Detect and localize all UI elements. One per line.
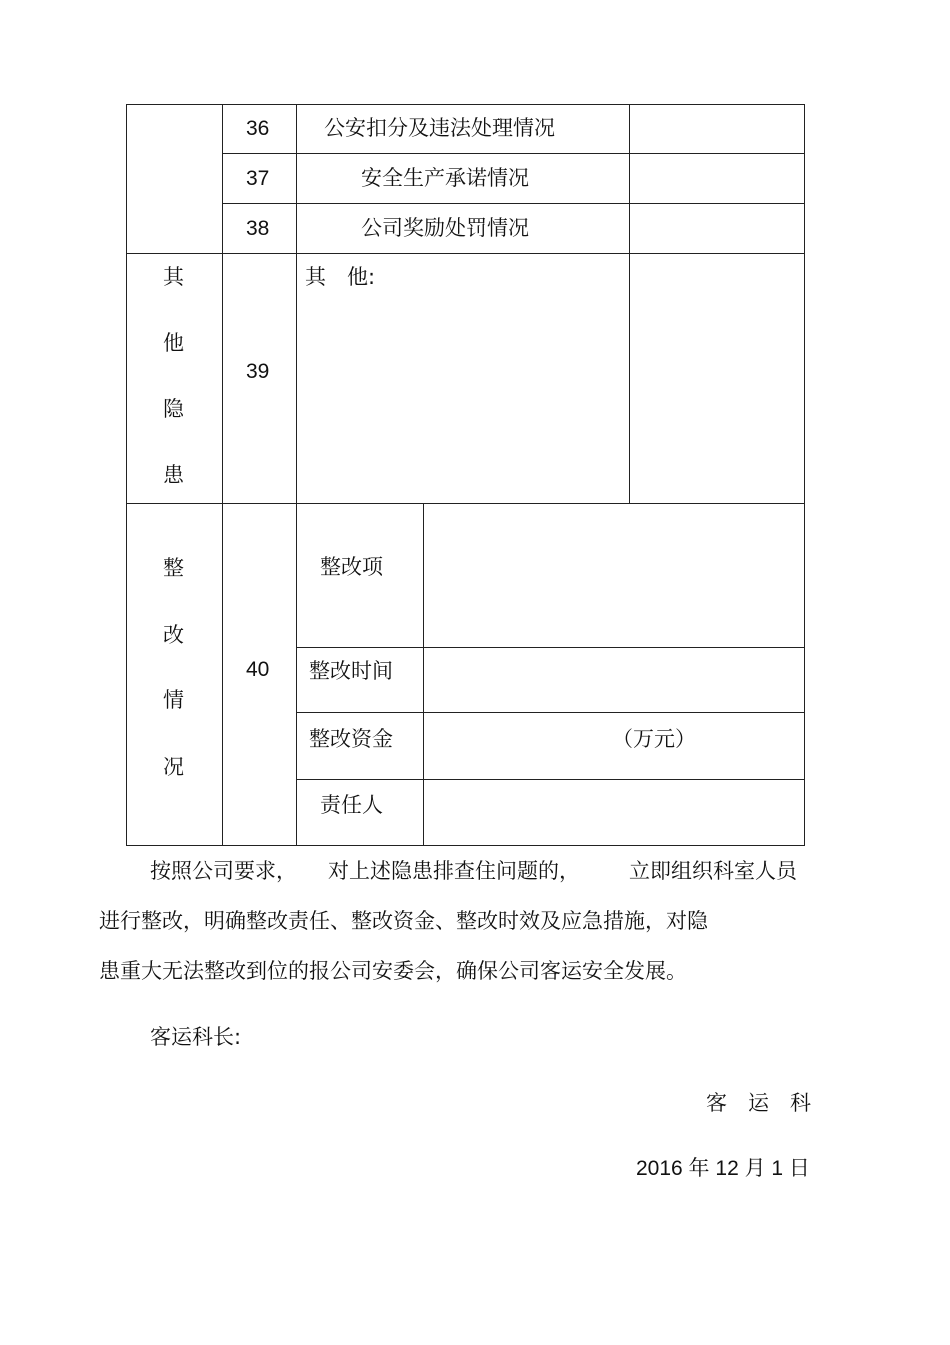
- category-char: 患: [163, 463, 184, 487]
- paragraph-text: 立即组织科室人员: [629, 859, 797, 883]
- paragraph-text: 对上述隐患排查住问题的，: [328, 859, 580, 883]
- department-name: 客 运 科: [706, 1091, 811, 1115]
- table-col-divider: [222, 104, 223, 846]
- row-number: 37: [246, 167, 270, 190]
- row-number: 40: [246, 658, 270, 681]
- table-border-top: [126, 104, 805, 105]
- table-row-divider: [296, 647, 805, 648]
- rectify-item-label: 责任人: [320, 793, 383, 817]
- row-item-label: 安全生产承诺情况: [361, 166, 529, 190]
- category-char: 改: [163, 623, 184, 647]
- category-char: 其: [163, 265, 184, 289]
- rectify-item-label: 整改项: [320, 555, 383, 579]
- table-row-divider: [296, 712, 805, 713]
- table-row-divider: [222, 203, 805, 204]
- table-border-left: [126, 104, 127, 846]
- rectify-item-label: 整改时间: [309, 659, 393, 683]
- table-border-bottom: [126, 845, 805, 846]
- row-item-label: 公安扣分及违法处理情况: [324, 116, 555, 140]
- row-item-label: 公司奖励处罚情况: [361, 216, 529, 240]
- category-char: 隐: [163, 397, 184, 421]
- table-col-divider: [296, 104, 297, 846]
- other-label: 其 他:: [305, 265, 376, 289]
- signature-label: 客运科长:: [150, 1025, 242, 1049]
- row-number: 36: [246, 117, 270, 140]
- table-row-divider: [126, 503, 805, 504]
- row-number: 39: [246, 360, 270, 383]
- document-date: 2016 年 12 月 1 日: [636, 1157, 810, 1180]
- rectify-item-value: （万元）: [612, 727, 696, 751]
- category-char: 况: [163, 755, 184, 779]
- paragraph-text: 进行整改，明确整改责任、整改资金、整改时效及应急措施，对隐: [99, 909, 708, 933]
- category-char: 整: [163, 556, 184, 580]
- table-row-divider: [222, 153, 805, 154]
- rectify-item-label: 整改资金: [309, 727, 393, 751]
- table-row-divider: [126, 253, 805, 254]
- category-char: 他: [163, 331, 184, 355]
- table-row-divider: [296, 779, 805, 780]
- table-col-divider: [423, 504, 424, 846]
- category-char: 情: [163, 688, 184, 712]
- table-border-right: [804, 104, 805, 846]
- paragraph-text: 患重大无法整改到位的报公司安委会，确保公司客运安全发展。: [99, 959, 687, 983]
- row-number: 38: [246, 217, 270, 240]
- paragraph-text: 按照公司要求，: [150, 859, 297, 883]
- table-col-divider: [629, 104, 630, 504]
